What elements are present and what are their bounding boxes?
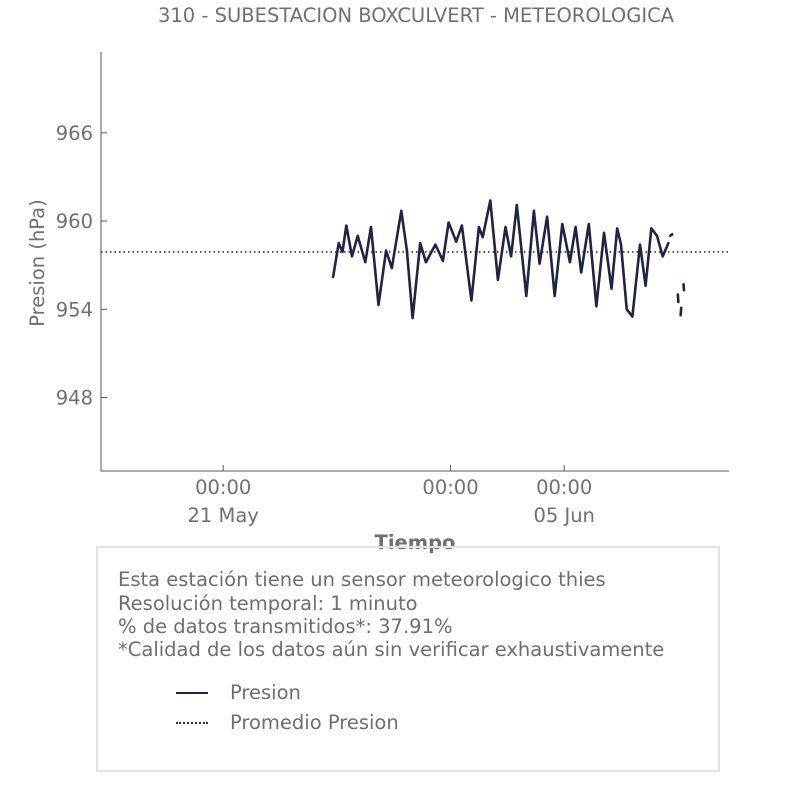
legend-swatch-solid bbox=[176, 692, 208, 694]
series-layer bbox=[101, 201, 729, 319]
legend-swatch-dotted bbox=[176, 722, 208, 724]
axes bbox=[101, 52, 729, 471]
legend-label: Promedio Presion bbox=[230, 711, 399, 734]
x-tick-label-time: 00:00 bbox=[422, 476, 479, 499]
chart-title: 310 - SUBESTACION BOXCULVERT - METEOROLOGICA bbox=[157, 4, 675, 27]
series-presion-fragment bbox=[670, 234, 672, 235]
x-axis-label: Tiempo bbox=[374, 531, 456, 554]
x-tick-label-time: 00:00 bbox=[195, 476, 252, 499]
legend-label: Presion bbox=[230, 681, 301, 704]
x-tick-label-date: 05 Jun bbox=[533, 504, 595, 527]
info-transmitted: % de datos transmitidos*: 37.91% bbox=[118, 615, 453, 638]
y-tick-label: 948 bbox=[55, 386, 93, 410]
y-tick-label: 966 bbox=[55, 121, 93, 145]
info-panel bbox=[96, 546, 720, 772]
info-quality-note: *Calidad de los datos aún sin verificar exhaustivamente bbox=[118, 638, 665, 661]
series-presion bbox=[333, 201, 668, 319]
x-tick-label-date: 21 May bbox=[187, 504, 259, 527]
x-tick-label-time: 00:00 bbox=[536, 476, 593, 499]
info-sensor: Esta estación tiene un sensor meteorologico thies bbox=[118, 568, 606, 591]
x-ticks bbox=[188, 465, 595, 527]
y-tick-label: 954 bbox=[55, 298, 93, 322]
y-ticks bbox=[56, 122, 107, 410]
y-tick-label: 960 bbox=[55, 210, 93, 234]
info-resolution: Resolución temporal: 1 minuto bbox=[118, 592, 418, 615]
y-axis-label: Presion (hPa) bbox=[26, 199, 49, 327]
